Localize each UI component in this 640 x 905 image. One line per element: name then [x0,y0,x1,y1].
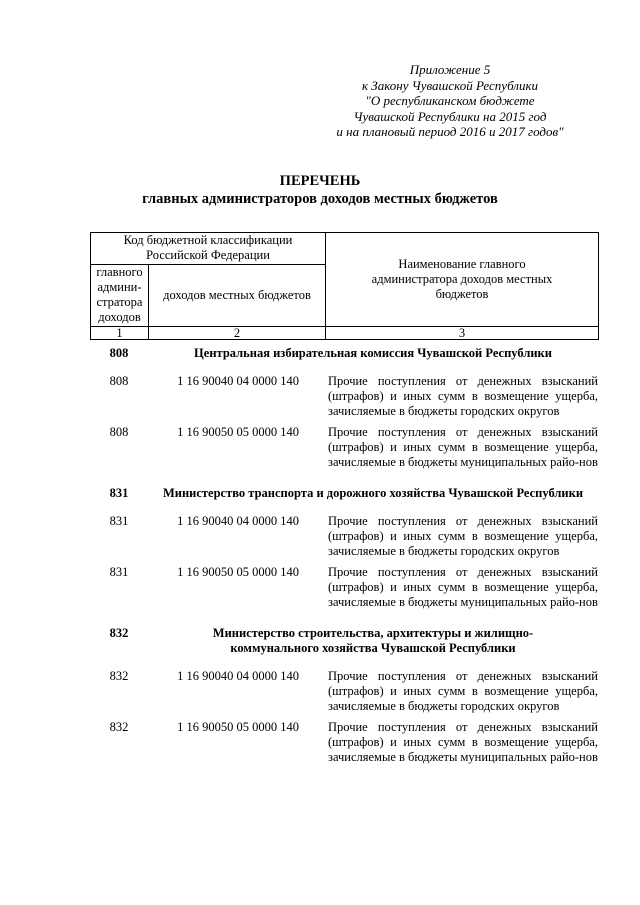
income-name: Прочие поступления от денежных взысканий (штрафов) и иных сумм в возмещение ущерба, зачисляемые в бюджеты городских округов [328,668,598,713]
kbk-code: 1 16 90040 04 0000 140 [177,668,299,683]
table-row [90,425,598,470]
kbk-code: 1 16 90040 04 0000 140 [177,373,299,388]
col-num: 3 [326,326,599,339]
group-code: 808 [109,345,129,360]
admin-code: 808 [109,424,129,439]
group-code: 832 [109,625,129,640]
admin-code: 831 [109,513,129,528]
group-header [90,486,598,501]
kbk-code: 1 16 90050 05 0000 140 [177,564,299,579]
income-name: Прочие поступления от денежных взысканий (штрафов) и иных сумм в возмещение ущерба, зачисляемые в бюджеты муниципальных райо-нов [328,719,598,764]
col1-header: главного админи-стратора доходов [91,264,149,326]
table-row [90,720,598,765]
document-subtitle: главных администраторов доходов местных бюджетов [142,190,498,207]
group-name: Министерство строительства, архитектуры и жилищно-коммунального хозяйства Чувашской Республики [212,625,534,655]
appendix-line: Чувашской Республики на 2015 год [353,108,547,124]
income-name: Прочие поступления от денежных взысканий (штрафов) и иных сумм в возмещение ущерба, зачисляемые в бюджеты муниципальных райо-нов [328,564,598,609]
group-name: Центральная избирательная комиссия Чувашской Республики [194,345,552,360]
income-name: Прочие поступления от денежных взысканий (штрафов) и иных сумм в возмещение ущерба, зачисляемые в бюджеты городских округов [328,513,598,558]
col-num: 2 [149,326,326,339]
table-header [90,232,599,340]
table-row [90,514,598,559]
group-code: 831 [109,485,129,500]
group-header [90,626,598,656]
admin-code: 832 [109,668,129,683]
table-row [90,669,598,714]
kbk-code: 1 16 90050 05 0000 140 [177,424,299,439]
table-body [90,346,598,765]
admin-code: 831 [109,564,129,579]
kbk-code: 1 16 90050 05 0000 140 [177,719,299,734]
appendix-note [300,62,600,140]
group-header [90,346,598,361]
col2-header: доходов местных бюджетов [149,264,326,326]
appendix-line: Приложение 5 [409,62,491,77]
income-name: Прочие поступления от денежных взысканий (штрафов) и иных сумм в возмещение ущерба, зачисляемые в бюджеты городских округов [328,373,598,418]
document-title: ПЕРЕЧЕНЬ [279,172,361,189]
code-group-header: Код бюджетной классификации Российской Федерации [91,232,326,264]
table-row [90,565,598,610]
appendix-line: "О республиканском бюджете [365,93,535,108]
col-num: 1 [91,326,149,339]
admin-code: 808 [109,373,129,388]
income-name: Прочие поступления от денежных взысканий (штрафов) и иных сумм в возмещение ущерба, зачисляемые в бюджеты муниципальных райо-нов [328,424,598,469]
col3-header: Наименование главного администратора доходов местных бюджетов [326,232,599,326]
appendix-line: к Закону Чувашской Республики [361,77,539,93]
kbk-code: 1 16 90040 04 0000 140 [177,513,299,528]
table-row [90,374,598,419]
appendix-line: и на плановый период 2016 и 2017 годов" [336,124,564,139]
admin-code: 832 [109,719,129,734]
group-name: Министерство транспорта и дорожного хозяйства Чувашской Республики [162,485,584,500]
